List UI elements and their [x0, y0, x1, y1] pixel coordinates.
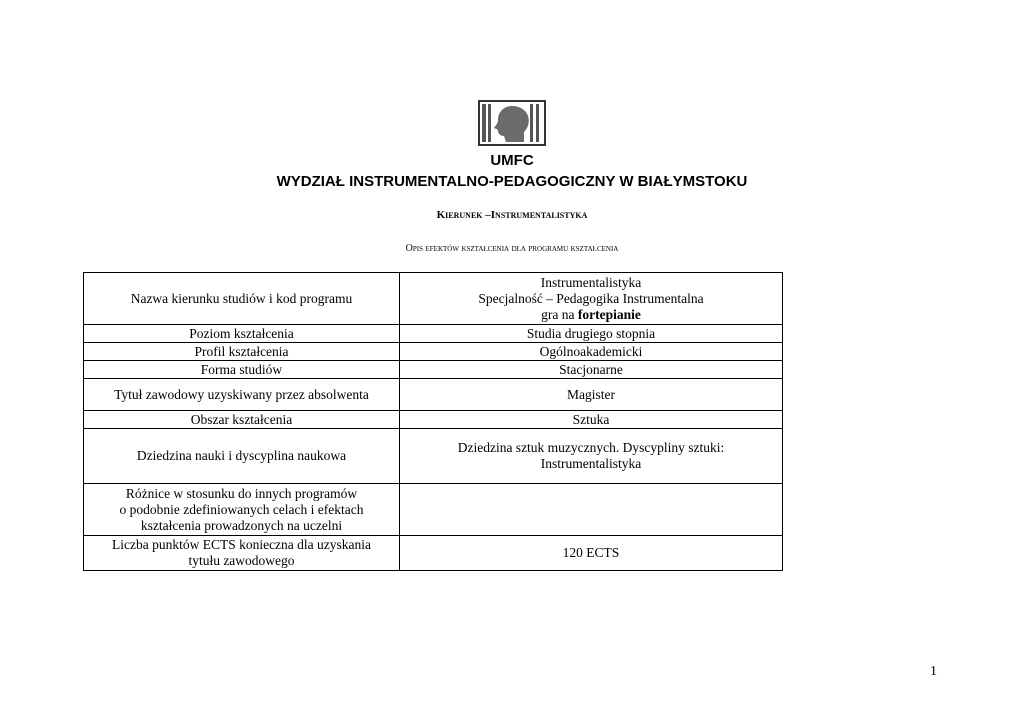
table-row	[84, 325, 783, 343]
row-label: Forma studiów	[84, 361, 400, 379]
value-line: Dziedzina sztuk muzycznych. Dyscypliny sztuki:	[457, 440, 725, 455]
row-label: Profil kształcenia	[84, 343, 400, 361]
row-label: Nazwa kierunku studiów i kod programu	[84, 273, 400, 325]
institution-name: UMFC	[490, 152, 534, 169]
row-value: 120 ECTS	[400, 536, 783, 571]
row-value: Stacjonarne	[400, 361, 783, 379]
row-value	[400, 273, 783, 325]
row-value: Magister	[400, 379, 783, 411]
page-number: 1	[930, 664, 937, 679]
document-subtitle: Opis efektów kształcenia dla programu kształcenia	[405, 243, 619, 254]
row-value	[400, 429, 783, 484]
faculty-name: WYDZIAŁ INSTRUMENTALNO-PEDAGOGICZNY W BIAŁYMSTOKU	[276, 173, 748, 190]
row-label: Obszar kształcenia	[84, 411, 400, 429]
row-value: Sztuka	[400, 411, 783, 429]
table-row	[84, 379, 783, 411]
row-value: Ogólnoakademicki	[400, 343, 783, 361]
umfc-logo-icon	[478, 100, 546, 146]
row-label: Tytuł zawodowy uzyskiwany przez absolwenta	[84, 379, 400, 411]
table-row	[84, 484, 783, 536]
value-prefix: gra na	[541, 306, 578, 322]
label-line: tytułu zawodowego	[188, 553, 295, 568]
label-line: kształcenia prowadzonych na uczelni	[140, 517, 343, 533]
row-label	[84, 484, 400, 536]
table-row	[84, 273, 783, 325]
instrument-name: fortepianie	[577, 306, 641, 322]
row-label: Poziom kształcenia	[84, 325, 400, 343]
value-line	[404, 307, 778, 323]
row-value	[400, 484, 783, 536]
value-line: Specjalność – Pedagogika Instrumentalna	[478, 290, 704, 306]
row-label	[84, 536, 400, 571]
value-line: Instrumentalistyka	[540, 456, 642, 471]
row-label: Dziedzina nauki i dyscyplina naukowa	[84, 429, 400, 484]
table-row	[84, 343, 783, 361]
row-value: Studia drugiego stopnia	[400, 325, 783, 343]
field-of-study-heading: Kierunek –Instrumentalistyka	[436, 209, 588, 221]
table-row	[84, 536, 783, 571]
label-line: o podobnie zdefiniowanych celach i efektach	[119, 501, 364, 517]
label-line: Różnice w stosunku do innych programów	[125, 485, 358, 501]
program-table	[83, 272, 783, 571]
table-row	[84, 411, 783, 429]
value-line: Instrumentalistyka	[540, 274, 642, 290]
table-row	[84, 361, 783, 379]
table-row	[84, 429, 783, 484]
label-line: Liczba punktów ECTS konieczna dla uzyskania	[111, 537, 372, 552]
